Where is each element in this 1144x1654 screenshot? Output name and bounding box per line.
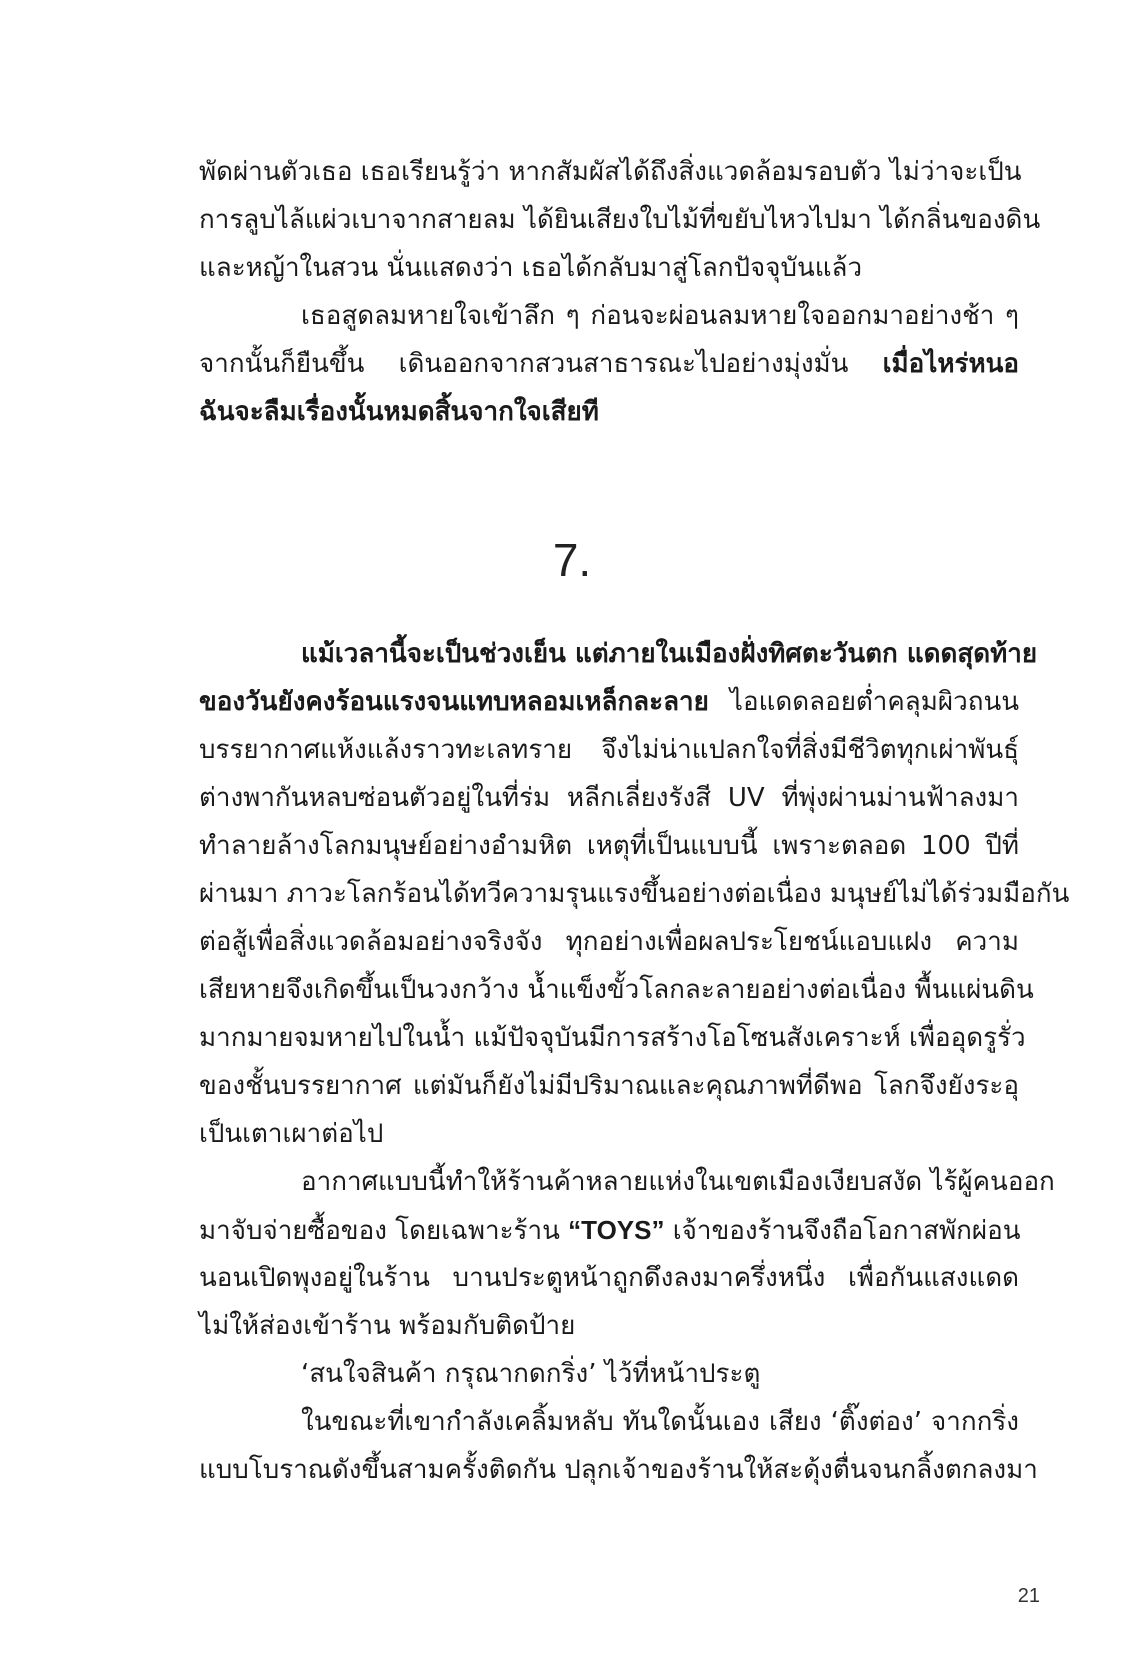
text-line — [199, 1206, 1019, 1254]
text-line: นอนเปิดพุงอยู่ในร้าน บานประตูหน้าถูกดึงลงมาครึ่งหนึ่ง เพื่อกันแสงแดด — [199, 1263, 1019, 1293]
emphasized-text-line: แม้เวลานี้จะเป็นช่วงเย็น แต่ภายในเมืองฝั่งทิศตะวันตก แดดสุดท้าย — [301, 639, 1038, 669]
text-span: เจ้าของร้านจึงถือโอกาสพักผ่อน — [664, 1216, 1021, 1246]
text-line: ผ่านมา ภาวะโลกร้อนได้ทวีความรุนแรงขึ้นอย่างต่อเนื่อง มนุษย์ไม่ได้ร่วมมือกัน — [199, 879, 1070, 909]
emphasized-text: เมื่อไหร่หนอ — [882, 349, 1020, 379]
text-line: และหญ้าในสวน นั่นแสดงว่า เธอได้กลับมาสู่โลกปัจจุบันแล้ว — [199, 253, 863, 283]
text-line — [199, 340, 1019, 388]
text-line — [199, 678, 1019, 726]
chapter-number: 7. — [552, 534, 592, 586]
text-line: ในขณะที่เขากำลังเคลิ้มหลับ ทันใดนั้นเอง เสียง ‘ติ๊งต่อง’ จากกริ่ง — [301, 1407, 1019, 1437]
text-span: มาจับจ่ายซื้อของ โดยเฉพาะร้าน — [199, 1216, 569, 1246]
text-line: ไม่ให้ส่องเข้าร้าน พร้อมกับติดป้าย — [199, 1311, 576, 1341]
emphasized-text: ของวันยังคงร้อนแรงจนแทบหลอมเหล็กละลาย — [199, 687, 709, 717]
emphasized-text-line: ฉันจะลืมเรื่องนั้นหมดสิ้นจากใจเสียที — [199, 397, 599, 427]
text-line: ‘สนใจสินค้า กรุณากดกริ่ง’ ไว้ที่หน้าประตู — [301, 1359, 761, 1389]
text-span: จากนั้นก็ยืนขึ้น เดินออกจากสวนสาธารณะไปอย่างมุ่งมั่น — [199, 349, 849, 379]
paragraph-block-top — [199, 148, 1041, 436]
text-line: อากาศแบบนี้ทำให้ร้านค้าหลายแห่งในเขตเมืองเงียบสงัด ไร้ผู้คนออก — [301, 1167, 1055, 1197]
text-line: เสียหายจึงเกิดขึ้นเป็นวงกว้าง น้ำแข็งขั้วโลกละลายอย่างต่อเนื่อง พื้นแผ่นดิน — [199, 975, 1034, 1005]
text-line: มากมายจมหายไปในน้ำ แม้ปัจจุบันมีการสร้างโอโซนสังเคราะห์ เพื่ออุดรูรั่ว — [199, 1023, 1026, 1053]
text-line: ต่างพากันหลบซ่อนตัวอยู่ในที่ร่ม หลีกเลี่ยงรังสี UV ที่พุ่งผ่านม่านฟ้าลงมา — [199, 783, 1019, 813]
text-line: พัดผ่านตัวเธอ เธอเรียนรู้ว่า หากสัมผัสได้ถึงสิ่งแวดล้อมรอบตัว ไม่ว่าจะเป็น — [199, 157, 1022, 187]
text-line: ทำลายล้างโลกมนุษย์อย่างอำมหิต เหตุที่เป็นแบบนี้ เพราะตลอด 100 ปีที่ — [199, 831, 1019, 861]
text-line: แบบโบราณดังขึ้นสามครั้งติดกัน ปลุกเจ้าของร้านให้สะดุ้งตื่นจนกลิ้งตกลงมา — [199, 1455, 1038, 1485]
text-line: บรรยากาศแห้งแล้งราวทะเลทราย จึงไม่น่าแปลกใจที่สิ่งมีชีวิตทุกเผ่าพันธุ์ — [199, 735, 1019, 765]
text-span: ไอแดดลอยต่ำคลุมผิวถนน — [708, 687, 1019, 717]
shop-name: “TOYS” — [568, 1215, 665, 1245]
paragraph-block-main — [199, 630, 1070, 1494]
text-line: ต่อสู้เพื่อสิ่งแวดล้อมอย่างจริงจัง ทุกอย่างเพื่อผลประโยชน์แอบแฝง ความ — [199, 927, 1019, 957]
text-line: การลูบไล้แผ่วเบาจากสายลม ได้ยินเสียงใบไม้ที่ขยับไหวไปมา ได้กลิ่นของดิน — [199, 205, 1041, 235]
text-line: ของชั้นบรรยากาศ แต่มันก็ยังไม่มีปริมาณและคุณภาพที่ดีพอ โลกจึงยังระอุ — [199, 1071, 1019, 1101]
page-number: 21 — [1017, 1585, 1040, 1607]
text-line: เป็นเตาเผาต่อไป — [199, 1119, 384, 1149]
text-line: เธอสูดลมหายใจเข้าลึก ๆ ก่อนจะผ่อนลมหายใจออกมาอย่างช้า ๆ — [301, 301, 1019, 331]
